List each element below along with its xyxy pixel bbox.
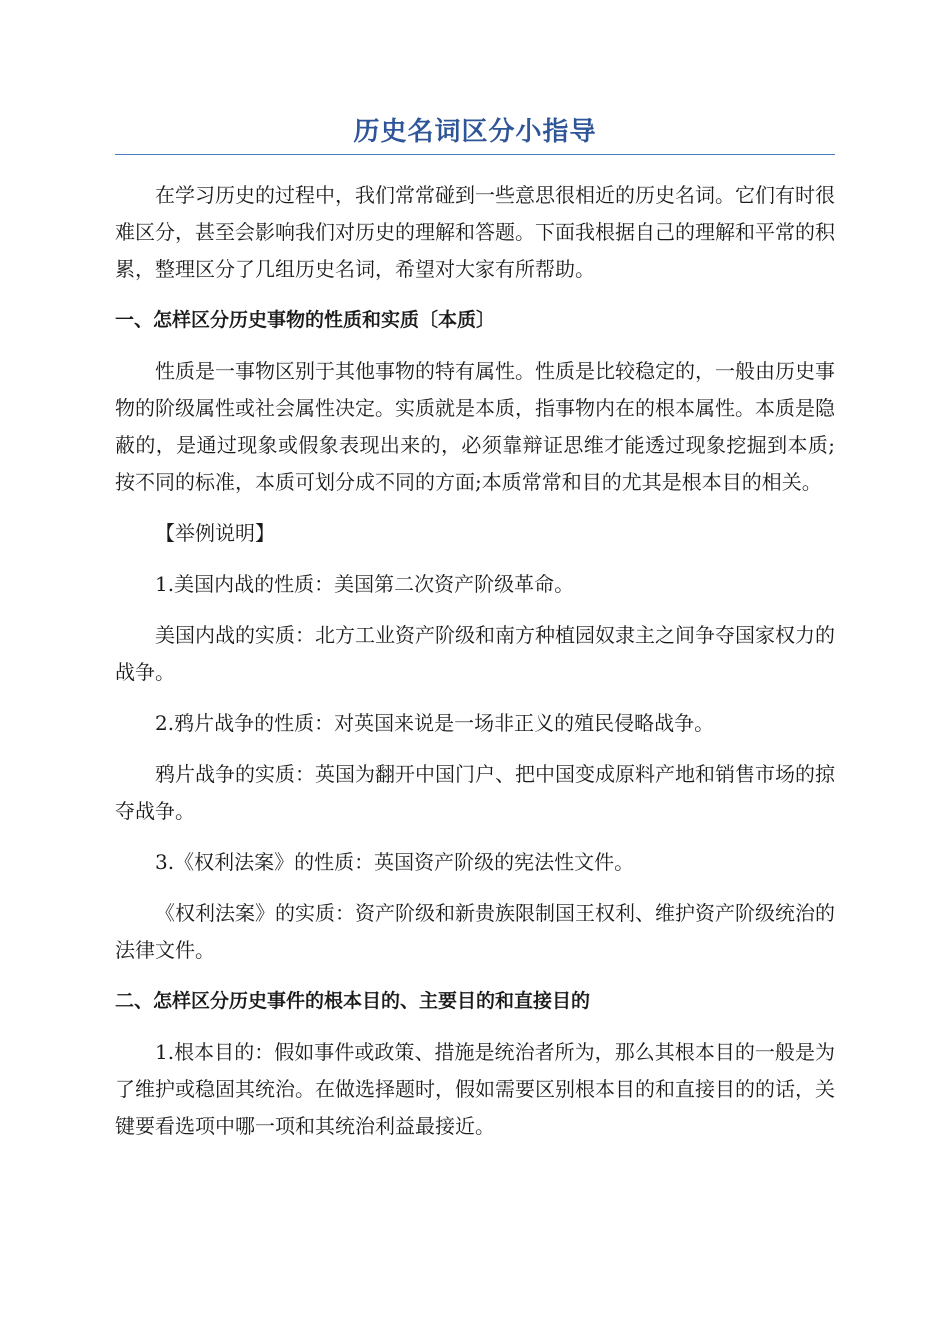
example-paragraph: 1.美国内战的性质：美国第二次资产阶级革命。	[155, 572, 575, 596]
section-2-heading: 二、怎样区分历史事件的根本目的、主要目的和直接目的	[115, 990, 591, 1012]
example-paragraph: 《权利法案》的实质：资产阶级和新贵族限制国王权利、维护资产阶级统治的法律文件。	[115, 901, 835, 962]
example-paragraph: 美国内战的实质：北方工业资产阶级和南方种植园奴隶主之间争夺国家权力的战争。	[115, 623, 835, 684]
intro-paragraph: 在学习历史的过程中，我们常常碰到一些意思很相近的历史名词。它们有时很难区分，甚至会影响我们对历史的理解和答题。下面我根据自己的理解和平常的积累，整理区分了几组历史名词，希望对大家有所帮助。	[115, 183, 835, 281]
document-title: 历史名词区分小指导	[353, 117, 597, 147]
example-paragraph: 鸦片战争的实质：英国为翻开中国门户、把中国变成原料产地和销售市场的掠夺战争。	[115, 762, 835, 823]
section-1-heading: 一、怎样区分历史事物的性质和实质〔本质〕	[115, 309, 496, 331]
section-2-paragraph: 1.根本目的：假如事件或政策、措施是统治者所为，那么其根本目的一般是为了维护或稳固其统治。在做选择题时，假如需要区别根本目的和直接目的的话，关键要看选项中哪一项和其统治利益最接近。	[115, 1040, 835, 1138]
example-label: 【举例说明】	[155, 521, 275, 545]
title-underline	[115, 154, 835, 155]
example-paragraph: 2.鸦片战争的性质：对英国来说是一场非正义的殖民侵略战争。	[155, 711, 715, 735]
section-1-definition: 性质是一事物区别于其他事物的特有属性。性质是比较稳定的，一般由历史事物的阶级属性或社会属性决定。实质就是本质，指事物内在的根本属性。本质是隐蔽的，是通过现象或假象表现出来的，必须靠辩证思维才能透过现象挖掘到本质;按不同的标准，本质可划分成不同的方面;本质常常和目的尤其是根本目的相关。	[115, 359, 835, 494]
example-paragraph: 3.《权利法案》的性质：英国资产阶级的宪法性文件。	[155, 850, 635, 874]
document-page	[115, 112, 835, 1145]
